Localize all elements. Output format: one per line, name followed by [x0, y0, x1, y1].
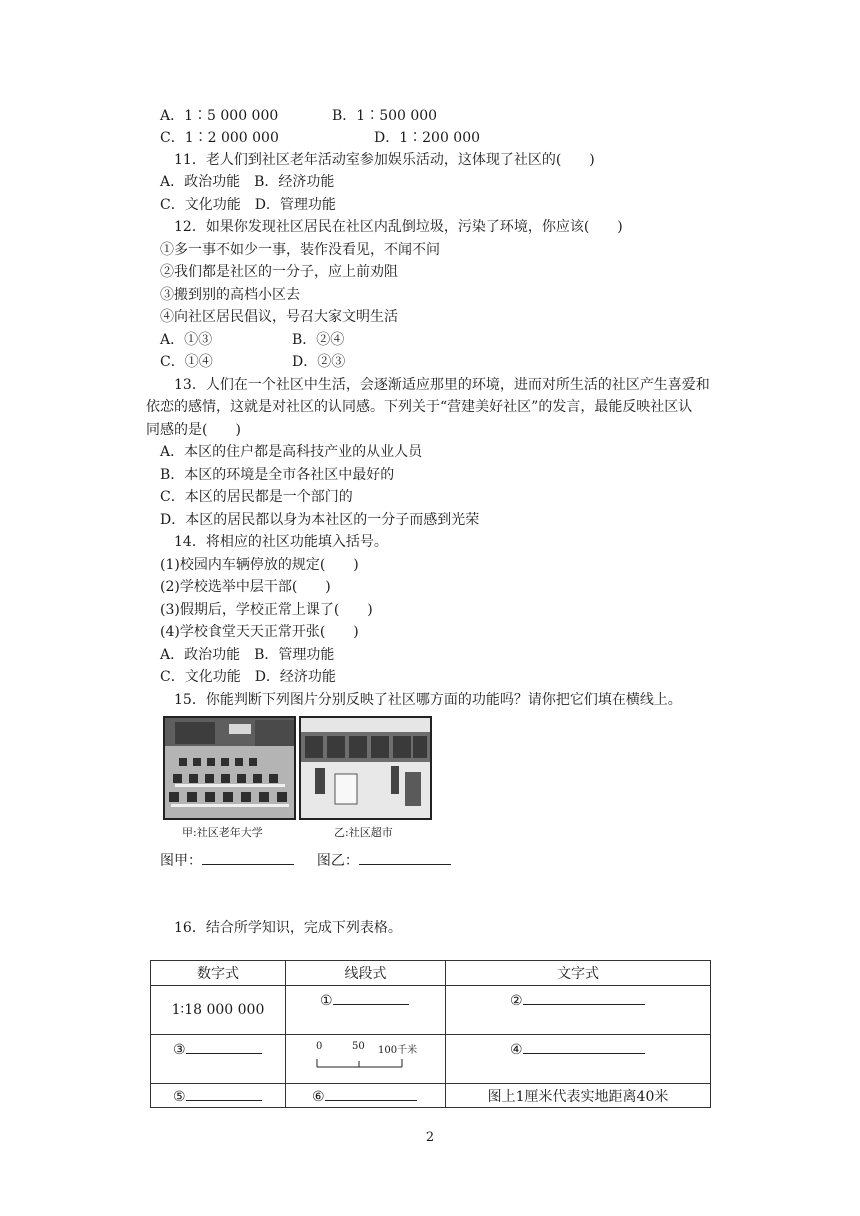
page-number: 2 — [425, 1130, 435, 1145]
q10-option-d: D．1∶200 000 — [374, 130, 481, 146]
blank-5[interactable] — [186, 1086, 262, 1101]
q10-option-a: A．1∶5 000 000 — [160, 108, 279, 124]
q12-option-d: D．②③ — [292, 354, 346, 370]
q12-statement-1: ①多一事不如少一事，装作没看见，不闻不问 — [160, 242, 440, 258]
q13-option-a: A．本区的住户都是高科技产业的从业人员 — [160, 444, 423, 460]
cell-segment-1[interactable] — [286, 986, 446, 1035]
q11-options-ab: A．政治功能 B．经济功能 — [160, 174, 335, 190]
q11-options-cd: C．文化功能 D．管理功能 — [160, 197, 336, 213]
blank-figure-a[interactable] — [202, 850, 294, 865]
blank-1[interactable] — [333, 990, 409, 1005]
cell-numeric-2[interactable] — [151, 1035, 286, 1084]
q16-stem: 16．结合所学知识，完成下列表格。 — [174, 920, 402, 936]
blank-2[interactable] — [523, 990, 645, 1005]
marker-4: ④ — [510, 1042, 523, 1058]
cell-numeric-3[interactable] — [151, 1084, 286, 1108]
q10-option-c: C．1∶2 000 000 — [160, 130, 279, 146]
marker-2: ② — [510, 993, 523, 1009]
q12-statement-4: ④向社区居民倡议，号召大家文明生活 — [160, 309, 398, 325]
cell-numeric-1: 1∶18 000 000 — [151, 986, 286, 1035]
blank-figure-b[interactable] — [359, 850, 451, 865]
scale-table — [150, 960, 711, 1108]
q12-option-a: A．①③ — [160, 332, 213, 348]
caption-photo-a: 甲:社区老年大学 — [182, 826, 263, 839]
q13-option-c: C．本区的居民都是一个部门的 — [160, 489, 353, 505]
blank-4[interactable] — [523, 1039, 645, 1054]
scale-bar — [316, 1057, 406, 1069]
q13-stem-line-1: 13．人们在一个社区中生活，会逐渐适应那里的环境，进而对所生活的社区产生喜爱和 — [174, 377, 710, 393]
q12-stem: 12．如果你发现社区居民在社区内乱倒垃圾，污染了环境，你应该( ) — [174, 219, 623, 235]
marker-3: ③ — [173, 1042, 186, 1058]
caption-photo-b: 乙:社区超市 — [334, 826, 393, 839]
q12-statement-3: ③搬到别的高档小区去 — [160, 287, 300, 303]
cell-segment-3[interactable] — [286, 1084, 446, 1108]
marker-6: ⑥ — [312, 1089, 325, 1105]
q13-option-d: D．本区的居民都以身为本社区的一分子而感到光荣 — [160, 512, 480, 528]
cell-text-1[interactable] — [446, 986, 711, 1035]
marker-5: ⑤ — [173, 1089, 186, 1105]
q15-stem: 15．你能判断下列图片分别反映了社区哪方面的功能吗？请你把它们填在横线上。 — [174, 692, 682, 708]
photo-community-supermarket — [299, 716, 432, 820]
q12-option-c: C．①④ — [160, 354, 213, 370]
scale-label-50: 50 — [352, 1041, 365, 1052]
q13-option-b: B．本区的环境是全市各社区中最好的 — [160, 467, 395, 483]
q14-sub-2: (2)学校选举中层干部( ) — [160, 579, 331, 595]
label-figure-a: 图甲： — [160, 853, 202, 869]
q14-stem: 14．将相应的社区功能填入括号。 — [174, 534, 388, 550]
marker-1: ① — [320, 993, 333, 1009]
q15-answer-line — [160, 850, 451, 871]
label-figure-b: 图乙： — [316, 853, 359, 869]
q12-statement-2: ②我们都是社区的一分子，应上前劝阻 — [160, 264, 398, 280]
scale-label-100: 100千米 — [378, 1045, 418, 1056]
q10-option-b: B．1∶500 000 — [332, 108, 438, 124]
scale-label-0: 0 — [316, 1041, 323, 1052]
q14-sub-4: (4)学校食堂天天正常开张( ) — [160, 624, 359, 640]
blank-3[interactable] — [186, 1039, 262, 1054]
q13-stem-line-3: 同感的是( ) — [146, 422, 241, 438]
q14-options-ab: A．政治功能 B．管理功能 — [160, 647, 335, 663]
cell-segment-2 — [286, 1035, 446, 1084]
header-line-segment: 线段式 — [286, 961, 446, 986]
q11-stem: 11．老人们到社区老年活动室参加娱乐活动，这体现了社区的( ) — [174, 152, 595, 168]
cell-text-3: 图上1厘米代表实地距离40米 — [446, 1084, 711, 1108]
cell-text-2[interactable] — [446, 1035, 711, 1084]
header-text: 文字式 — [446, 961, 711, 986]
q14-sub-1: (1)校园内车辆停放的规定( ) — [160, 557, 359, 573]
photo-senior-university — [163, 716, 296, 820]
q13-stem-line-2: 依恋的感情，这就是对社区的认同感。下列关于“营建美好社区”的发言，最能反映社区认 — [146, 399, 693, 415]
q12-option-b: B．②④ — [292, 332, 345, 348]
q14-sub-3: (3)假期后，学校正常上课了( ) — [160, 602, 373, 618]
blank-6[interactable] — [325, 1086, 417, 1101]
header-numeric: 数字式 — [151, 961, 286, 986]
q14-options-cd: C．文化功能 D．经济功能 — [160, 669, 336, 685]
